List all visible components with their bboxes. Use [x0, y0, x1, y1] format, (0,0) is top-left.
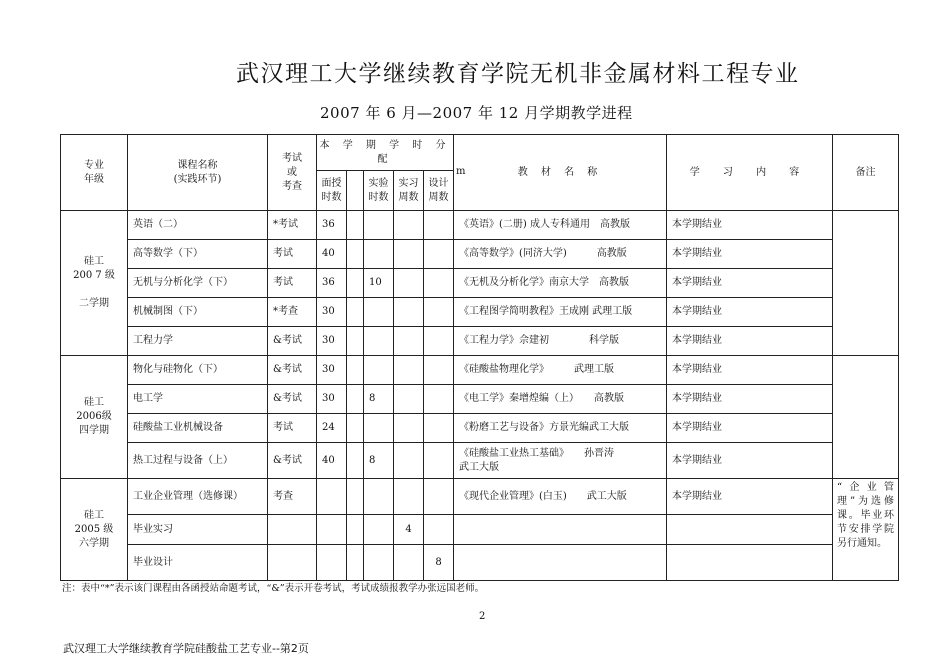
internship-weeks — [394, 298, 424, 327]
experiment-hours — [364, 479, 394, 515]
course-name: 毕业实习 — [128, 515, 268, 545]
design-weeks — [424, 211, 454, 240]
course-name: 无机与分析化学（下） — [128, 269, 268, 298]
study-content: 本学期结业 — [667, 479, 833, 515]
header-exam: 考试 或 考查 — [268, 135, 317, 211]
textbook: 《无机及分析化学》南京大学 高教版 — [454, 269, 667, 298]
header-course: 课程名称 (实践环节) — [128, 135, 268, 211]
blank-cell — [347, 414, 364, 443]
course-name: 硅酸盐工业机械设备 — [128, 414, 268, 443]
study-content: 本学期结业 — [667, 327, 833, 356]
study-content: 本学期结业 — [667, 356, 833, 385]
exam-type: 考查 — [268, 479, 317, 515]
study-content: 本学期结业 — [667, 298, 833, 327]
textbook: 《英语》(二册) 成人专科通用 高教版 — [454, 211, 667, 240]
table-row — [61, 356, 899, 385]
blank-cell — [347, 515, 364, 545]
experiment-hours: 8 — [364, 443, 394, 479]
blank-cell — [347, 443, 364, 479]
lecture-hours: 36 — [317, 269, 347, 298]
header-hours-group: 本 学 期 学 时 分 配 — [317, 135, 454, 171]
lecture-hours: 30 — [317, 298, 347, 327]
blank-cell — [347, 545, 364, 581]
exam-type: &考试 — [268, 385, 317, 414]
study-content: 本学期结业 — [667, 240, 833, 269]
blank-cell — [347, 385, 364, 414]
header-textbook-extra: m — [456, 166, 466, 177]
lecture-hours — [317, 545, 347, 581]
internship-weeks — [394, 443, 424, 479]
internship-weeks: 4 — [394, 515, 424, 545]
lecture-hours: 40 — [317, 240, 347, 269]
table-row — [61, 269, 899, 298]
blank-cell — [347, 479, 364, 515]
exam-type: 考试 — [268, 414, 317, 443]
document-subtitle: 2007 年 6 月—2007 年 12 月学期教学进程 — [320, 104, 633, 122]
design-weeks — [424, 479, 454, 515]
textbook: 《现代企业管理》(白玉) 武工大版 — [454, 479, 667, 515]
header-experiment: 实验 时数 — [364, 171, 394, 211]
blank-cell — [347, 298, 364, 327]
textbook: 《硅酸盐工业热工基础》 孙晋涛 武工大版 — [454, 443, 667, 479]
lecture-hours: 24 — [317, 414, 347, 443]
table-row — [61, 298, 899, 327]
table-row — [61, 479, 899, 515]
course-name: 工业企业管理（选修课） — [128, 479, 268, 515]
blank-cell — [347, 269, 364, 298]
blank-cell — [347, 211, 364, 240]
experiment-hours — [364, 414, 394, 443]
study-content: 本学期结业 — [667, 385, 833, 414]
lecture-hours: 40 — [317, 443, 347, 479]
remark-cell: “企业管理”为选修课。毕业环节安排学院另行通知。 — [833, 479, 899, 581]
group-label: 硅工 200 7 级 二学期 — [61, 211, 128, 356]
header-textbook — [454, 135, 667, 211]
design-weeks — [424, 269, 454, 298]
remark-cell — [833, 211, 899, 356]
course-name: 机械制图（下） — [128, 298, 268, 327]
internship-weeks — [394, 356, 424, 385]
design-weeks — [424, 356, 454, 385]
course-name: 高等数学（下） — [128, 240, 268, 269]
study-content: 本学期结业 — [667, 211, 833, 240]
exam-type: &考试 — [268, 443, 317, 479]
group-label: 硅工 2005 级 六学期 — [61, 479, 128, 581]
experiment-hours — [364, 327, 394, 356]
design-weeks: 8 — [424, 545, 454, 581]
header-remark: 备注 — [833, 135, 899, 211]
textbook: 《硅酸盐物理化学》 武理工版 — [454, 356, 667, 385]
table-row — [61, 240, 899, 269]
blank-cell — [347, 240, 364, 269]
design-weeks — [424, 385, 454, 414]
study-content: 本学期结业 — [667, 269, 833, 298]
table-row — [61, 545, 899, 581]
design-weeks — [424, 515, 454, 545]
exam-type — [268, 545, 317, 581]
internship-weeks — [394, 240, 424, 269]
lecture-hours: 30 — [317, 356, 347, 385]
study-content — [667, 515, 833, 545]
group-label: 硅工 2006级 四学期 — [61, 356, 128, 479]
textbook: 《电工学》秦增煌编（上） 高教版 — [454, 385, 667, 414]
exam-type: 考试 — [268, 269, 317, 298]
internship-weeks — [394, 479, 424, 515]
table-row — [61, 443, 899, 479]
course-name: 毕业设计 — [128, 545, 268, 581]
header-design: 设计 周数 — [424, 171, 454, 211]
blank-cell — [347, 327, 364, 356]
experiment-hours — [364, 298, 394, 327]
header-major-year: 专业 年级 — [61, 135, 128, 211]
course-name: 英语（二） — [128, 211, 268, 240]
footnote: 注：表中“*”表示该门课程由各函授站命题考试，“&”表示开卷考试，考试成绩报教学办张远国老师。 — [62, 583, 485, 594]
experiment-hours: 10 — [364, 269, 394, 298]
document-title: 武汉理工大学继续教育学院无机非金属材料工程专业 — [236, 61, 800, 87]
experiment-hours — [364, 356, 394, 385]
page-number: 2 — [479, 611, 486, 622]
experiment-hours — [364, 211, 394, 240]
header-lecture: 面授 时数 — [317, 171, 347, 211]
textbook: 《工程图学简明教程》王成刚 武理工版 — [454, 298, 667, 327]
textbook: 《高等数学》(同济大学) 高教版 — [454, 240, 667, 269]
internship-weeks — [394, 414, 424, 443]
table-row — [61, 211, 899, 240]
experiment-hours: 8 — [364, 385, 394, 414]
experiment-hours — [364, 515, 394, 545]
lecture-hours — [317, 479, 347, 515]
schedule-table — [60, 134, 899, 581]
header-textbook-label: 教 材 名 称 — [517, 166, 603, 178]
design-weeks — [424, 414, 454, 443]
course-name: 工程力学 — [128, 327, 268, 356]
textbook: 《工程力学》佘建初 科学版 — [454, 327, 667, 356]
internship-weeks — [394, 327, 424, 356]
exam-type: *考试 — [268, 211, 317, 240]
experiment-hours — [364, 545, 394, 581]
header-content: 学 习 内 容 — [667, 135, 833, 211]
table-row — [61, 515, 899, 545]
table-row — [61, 385, 899, 414]
textbook: 《粉磨工艺与设备》方景光编武工大版 — [454, 414, 667, 443]
exam-type: &考试 — [268, 327, 317, 356]
remark-cell — [833, 356, 899, 479]
study-content: 本学期结业 — [667, 443, 833, 479]
exam-type: *考查 — [268, 298, 317, 327]
exam-type — [268, 515, 317, 545]
textbook — [454, 515, 667, 545]
lecture-hours: 30 — [317, 327, 347, 356]
internship-weeks — [394, 269, 424, 298]
blank-cell — [347, 356, 364, 385]
study-content: 本学期结业 — [667, 414, 833, 443]
experiment-hours — [364, 240, 394, 269]
table-row — [61, 327, 899, 356]
header-internship: 实习 周数 — [394, 171, 424, 211]
internship-weeks — [394, 385, 424, 414]
course-name: 电工学 — [128, 385, 268, 414]
design-weeks — [424, 240, 454, 269]
design-weeks — [424, 443, 454, 479]
internship-weeks — [394, 545, 424, 581]
course-name: 物化与硅物化（下） — [128, 356, 268, 385]
lecture-hours: 30 — [317, 385, 347, 414]
study-content — [667, 545, 833, 581]
exam-type: 考试 — [268, 240, 317, 269]
exam-type: &考试 — [268, 356, 317, 385]
table-row — [61, 414, 899, 443]
textbook — [454, 545, 667, 581]
design-weeks — [424, 327, 454, 356]
internship-weeks — [394, 211, 424, 240]
lecture-hours: 36 — [317, 211, 347, 240]
lecture-hours — [317, 515, 347, 545]
design-weeks — [424, 298, 454, 327]
header-blank — [347, 171, 364, 211]
page-footer: 武汉理工大学继续教育学院硅酸盐工艺专业--第2页 — [63, 642, 309, 655]
course-name: 热工过程与设备（上） — [128, 443, 268, 479]
